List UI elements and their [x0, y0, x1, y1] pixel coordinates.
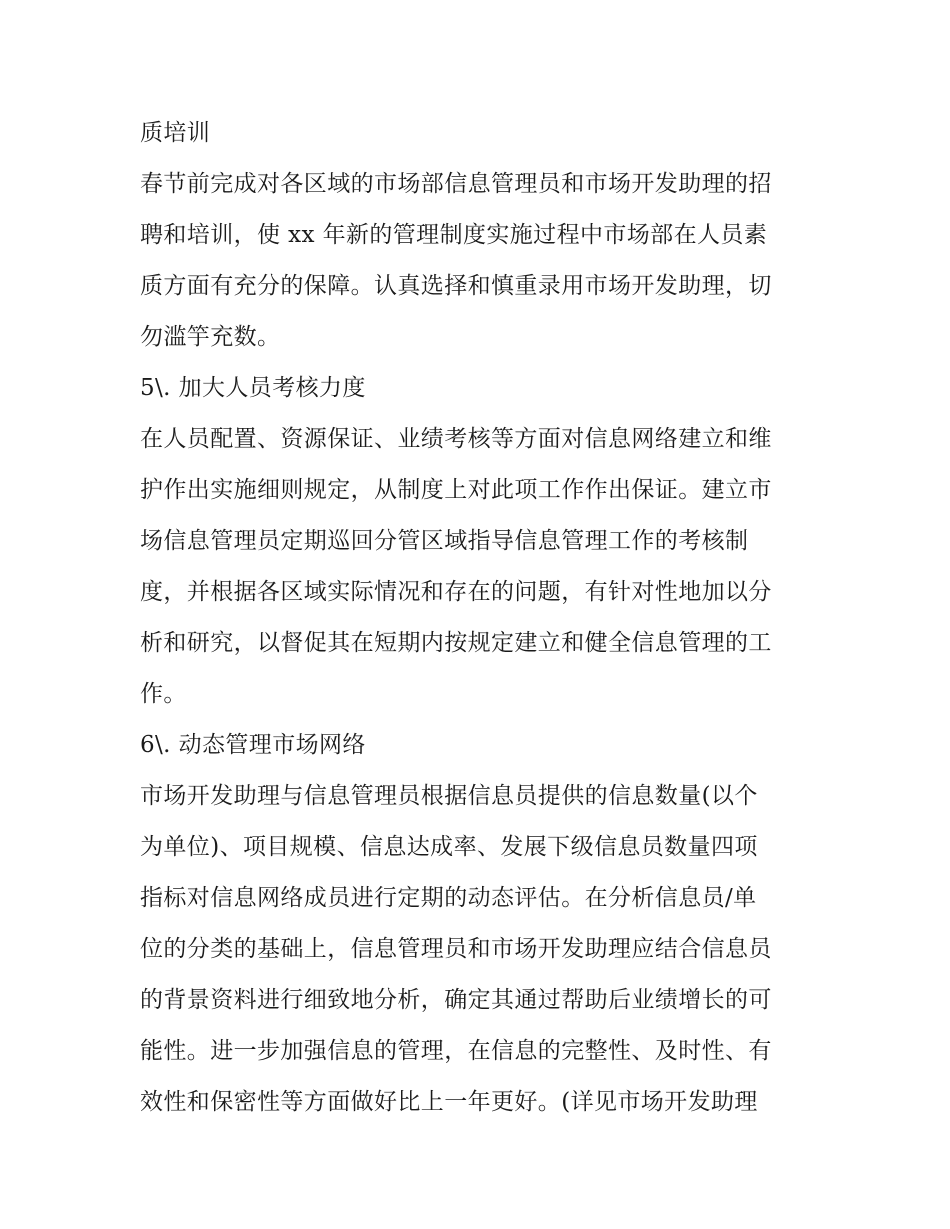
- body-line: 春节前完成对各区域的市场部信息管理员和市场开发助理的招: [140, 171, 772, 197]
- section-heading-5: 5\. 加大人员考核力度: [140, 375, 366, 401]
- body-line: 在人员配置、资源保证、业绩考核等方面对信息网络建立和维: [140, 426, 772, 452]
- body-line: 质方面有充分的保障。认真选择和慎重录用市场开发助理，切: [140, 273, 772, 299]
- body-line: 为单位)、项目规模、信息达成率、发展下级信息员数量四项: [140, 834, 758, 860]
- body-line: 位的分类的基础上，信息管理员和市场开发助理应结合信息员: [140, 936, 772, 962]
- body-line: 聘和培训，使 xx 年新的管理制度实施过程中市场部在人员素: [140, 222, 768, 248]
- body-line: 市场开发助理与信息管理员根据信息员提供的信息数量(以个: [140, 783, 758, 809]
- document-body: [140, 108, 820, 1128]
- body-line: 勿滥竽充数。: [140, 324, 281, 350]
- body-line: 作。: [140, 681, 187, 707]
- body-line: 析和研究，以督促其在短期内按规定建立和健全信息管理的工: [140, 630, 772, 656]
- body-line: 指标对信息网络成员进行定期的动态评估。在分析信息员/单: [140, 885, 757, 911]
- section-heading-6: 6\. 动态管理市场网络: [140, 732, 366, 758]
- body-line: 能性。进一步加强信息的管理，在信息的完整性、及时性、有: [140, 1038, 772, 1064]
- body-line: 场信息管理员定期巡回分管区域指导信息管理工作的考核制: [140, 528, 749, 554]
- body-line-heading-continuation: 质培训: [140, 120, 211, 146]
- body-line: 护作出实施细则规定，从制度上对此项工作作出保证。建立市: [140, 477, 772, 503]
- body-line: 效性和保密性等方面做好比上一年更好。(详见市场开发助理: [140, 1089, 758, 1115]
- body-line: 度，并根据各区域实际情况和存在的问题，有针对性地加以分: [140, 579, 772, 605]
- body-line: 的背景资料进行细致地分析，确定其通过帮助后业绩增长的可: [140, 987, 772, 1013]
